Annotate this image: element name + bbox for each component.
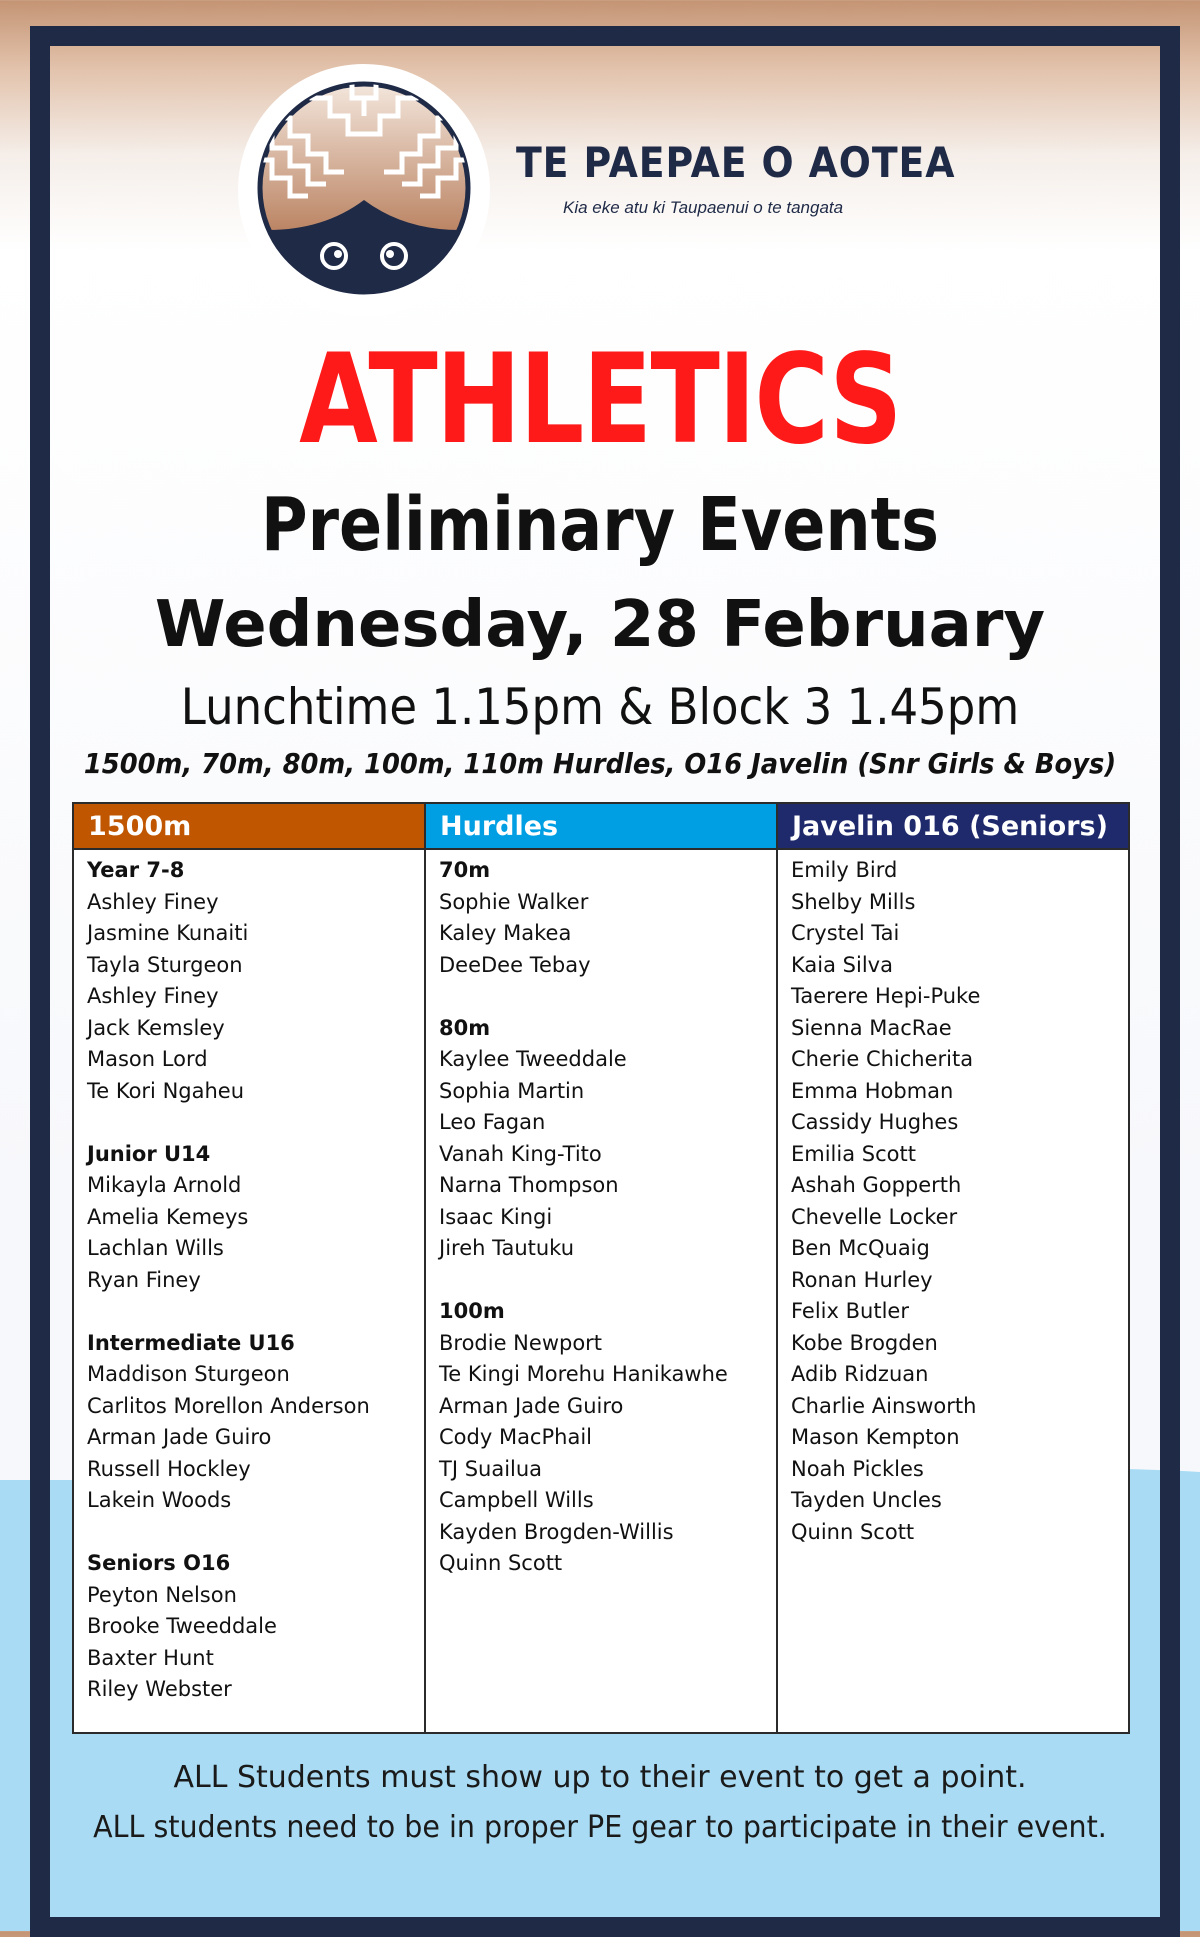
athlete-name: Chevelle Locker bbox=[791, 1204, 958, 1229]
org-name: TE PAEPAE O AOTEA bbox=[516, 138, 956, 187]
athlete-name: Amelia Kemeys bbox=[87, 1204, 249, 1229]
column-1500m bbox=[74, 804, 426, 1732]
athlete-name: Noah Pickles bbox=[791, 1456, 924, 1481]
org-motto: Kia eke atu ki Taupaenui o te tangata bbox=[563, 198, 844, 217]
group-heading: 80m bbox=[439, 1015, 491, 1040]
athlete-name: Emma Hobman bbox=[791, 1078, 954, 1103]
athlete-name: Sophie Walker bbox=[439, 889, 589, 914]
athlete-name: Mason Lord bbox=[87, 1047, 208, 1071]
group-heading: Seniors O16 bbox=[87, 1551, 231, 1575]
athlete-name: Cassidy Hughes bbox=[791, 1110, 959, 1134]
athlete-name: Maddison Sturgeon bbox=[87, 1362, 290, 1386]
group-heading: Junior U14 bbox=[87, 1141, 211, 1166]
athlete-name: Baxter Hunt bbox=[87, 1645, 214, 1670]
group-heading: 70m bbox=[439, 858, 491, 882]
athlete-name: Peyton Nelson bbox=[87, 1582, 237, 1607]
athlete-name: Kaylee Tweeddale bbox=[439, 1047, 627, 1071]
athlete-name: Te Kingi Morehu Hanikawhe bbox=[439, 1362, 728, 1386]
athlete-name: Emily Bird bbox=[791, 858, 898, 882]
athlete-name: DeeDee Tebay bbox=[439, 952, 591, 977]
event-time: Lunchtime 1.15pm & Block 3 1.45pm bbox=[180, 678, 1020, 736]
athlete-name: Tayden Uncles bbox=[791, 1488, 942, 1512]
athlete-name: Riley Webster bbox=[87, 1677, 232, 1701]
athlete-name: Brooke Tweeddale bbox=[87, 1614, 277, 1638]
athlete-name: Mikayla Arnold bbox=[87, 1173, 242, 1197]
athlete-name: Te Kori Ngaheu bbox=[87, 1078, 245, 1103]
column-header: 1500m bbox=[74, 804, 424, 850]
athlete-name: Kaia Silva bbox=[791, 952, 893, 977]
athlete-name: Ashley Finey bbox=[87, 889, 219, 914]
athlete-name: Campbell Wills bbox=[439, 1488, 594, 1512]
athlete-name: Ronan Hurley bbox=[791, 1267, 933, 1292]
athlete-name: Emilia Scott bbox=[791, 1141, 916, 1166]
athlete-name: Mason Kempton bbox=[791, 1425, 960, 1449]
athlete-name: Leo Fagan bbox=[439, 1110, 546, 1134]
athlete-name: Lachlan Wills bbox=[87, 1236, 224, 1260]
athlete-name: TJ Suailua bbox=[439, 1456, 543, 1481]
athlete-name: Taerere Hepi-Puke bbox=[791, 984, 981, 1008]
athlete-name: Sophia Martin bbox=[439, 1078, 585, 1103]
athlete-name: Adib Ridzuan bbox=[791, 1362, 929, 1386]
group-heading: Intermediate U16 bbox=[87, 1330, 295, 1355]
event-date: Wednesday, 28 February bbox=[154, 588, 1046, 662]
athlete-name: Sienna MacRae bbox=[791, 1015, 952, 1040]
athlete-name: Isaac Kingi bbox=[439, 1204, 553, 1229]
athlete-name: Kobe Brogden bbox=[791, 1330, 938, 1355]
group-heading: Year 7-8 bbox=[87, 858, 185, 882]
athlete-name: Quinn Scott bbox=[439, 1551, 563, 1575]
column-header: Hurdles bbox=[426, 804, 776, 850]
poster-title: ATHLETICS bbox=[299, 328, 901, 472]
footer-note-pe-gear: ALL students need to be in proper PE gear to participate in their event. bbox=[93, 1810, 1107, 1845]
athlete-name: Cody MacPhail bbox=[439, 1425, 592, 1449]
athlete-name: Crystel Tai bbox=[791, 921, 900, 945]
athlete-name: Quinn Scott bbox=[791, 1519, 915, 1544]
athlete-name: Tayla Sturgeon bbox=[87, 952, 243, 977]
athlete-name: Russell Hockley bbox=[87, 1456, 251, 1481]
athlete-name: Narna Thompson bbox=[439, 1173, 619, 1197]
column-hurdles bbox=[426, 804, 778, 1732]
athlete-name: Jack Kemsley bbox=[87, 1015, 225, 1040]
athlete-name: Brodie Newport bbox=[439, 1330, 603, 1355]
athlete-name: Arman Jade Guiro bbox=[87, 1425, 272, 1449]
athlete-name: Lakein Woods bbox=[87, 1488, 232, 1512]
athlete-name: Cherie Chicherita bbox=[791, 1047, 974, 1071]
event-list: 1500m, 70m, 80m, 100m, 110m Hurdles, O16 Javelin (Snr Girls & Boys) bbox=[83, 747, 1117, 780]
athlete-name: Kayden Brogden-Willis bbox=[439, 1519, 674, 1544]
poster-subtitle: Preliminary Events bbox=[261, 482, 939, 568]
footer-note-attendance: ALL Students must show up to their event to get a point. bbox=[173, 1760, 1027, 1795]
athlete-name: Felix Butler bbox=[791, 1299, 909, 1323]
group-heading: 100m bbox=[439, 1299, 505, 1323]
athlete-name: Charlie Ainsworth bbox=[791, 1393, 977, 1418]
athlete-name: Shelby Mills bbox=[791, 889, 916, 914]
column-header: Javelin 016 (Seniors) bbox=[778, 804, 1128, 850]
te-paepae-o-aotea-logo bbox=[234, 60, 494, 320]
athlete-name: Vanah King-Tito bbox=[439, 1141, 602, 1166]
athlete-name: Jireh Tautuku bbox=[439, 1236, 575, 1260]
events-table bbox=[72, 802, 1130, 1734]
column-javelin bbox=[778, 804, 1128, 1732]
athlete-name: Ashley Finey bbox=[87, 984, 219, 1008]
athlete-name: Carlitos Morellon Anderson bbox=[87, 1393, 370, 1418]
athlete-name: Kaley Makea bbox=[439, 921, 572, 945]
athlete-name: Jasmine Kunaiti bbox=[87, 921, 249, 945]
athlete-name: Arman Jade Guiro bbox=[439, 1393, 624, 1418]
athlete-name: Ryan Finey bbox=[87, 1267, 201, 1292]
athlete-name: Ashah Gopperth bbox=[791, 1173, 962, 1197]
athlete-name: Ben McQuaig bbox=[791, 1236, 930, 1260]
